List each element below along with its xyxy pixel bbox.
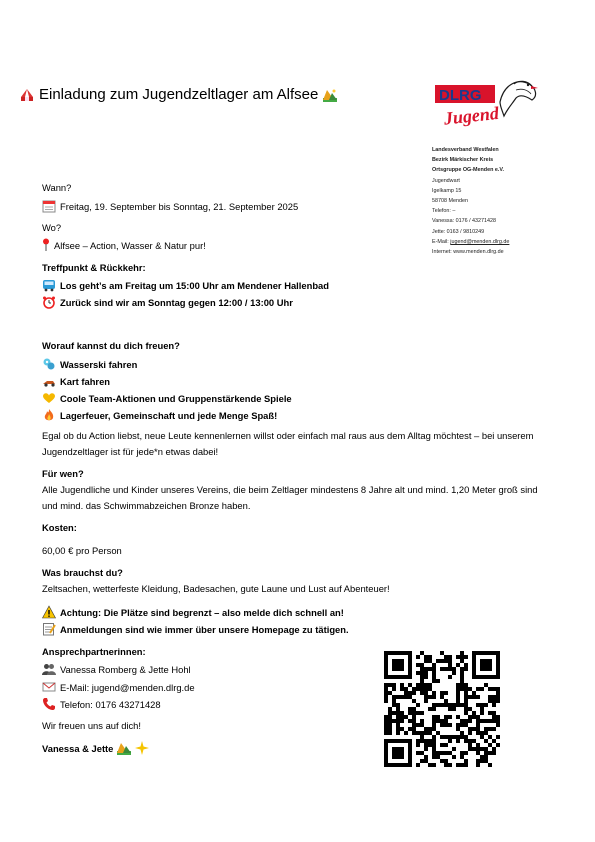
address-line: Ortsgruppe OG-Menden e.V. xyxy=(432,167,504,174)
address-line: Bezirk Märkischer Kreis xyxy=(432,157,494,164)
contact-phone-row xyxy=(42,697,161,711)
needs-heading: Was brauchst du? xyxy=(42,567,123,578)
needs-text: Zeltsachen, wetterfeste Kleidung, Badesachen, gute Laune und Lust auf Abenteuer! xyxy=(42,583,390,594)
register-row xyxy=(42,622,349,636)
lookforward-item-text: Wasserski fahren xyxy=(60,358,138,370)
address-internet: Internet: www.menden.dlrg.de xyxy=(432,249,504,256)
forwhom-heading: Für wen? xyxy=(42,468,84,479)
meeting-depart-row xyxy=(42,278,329,292)
qr-code[interactable] xyxy=(384,651,500,767)
when-heading: Wann? xyxy=(42,182,72,193)
signature-row xyxy=(42,741,149,755)
lookforward-item xyxy=(42,374,110,388)
sparkles-icon xyxy=(135,741,149,755)
yellow-heart-icon xyxy=(42,391,56,405)
address-line: Jette: 0163 / 9810249 xyxy=(432,228,485,235)
envelope-icon xyxy=(42,680,56,694)
contact-email-row xyxy=(42,680,195,694)
meeting-return-row xyxy=(42,295,293,309)
lookforward-item-text: Kart fahren xyxy=(60,375,111,387)
pushpin-icon xyxy=(42,238,50,252)
signature: Vanessa & Jette xyxy=(42,742,114,754)
address-line: Jugendwart xyxy=(432,177,460,184)
page-title-row xyxy=(20,86,337,103)
warning-text: Achtung: Die Plätze sind begrenzt – also melde dich schnell an! xyxy=(60,606,344,618)
lookforward-item xyxy=(42,391,292,405)
costs-heading: Kosten: xyxy=(42,522,77,533)
when-row xyxy=(42,199,298,213)
contact-names-row xyxy=(42,662,191,676)
meeting-depart: Los geht’s am Freitag um 15:00 Uhr am Mendener Hallenbad xyxy=(60,279,329,291)
contact-email[interactable]: E-Mail: jugend@menden.dlrg.de xyxy=(60,681,195,693)
address-email-line: E-Mail: jugend@menden.dlrg.de xyxy=(432,238,510,245)
camping-icon xyxy=(117,741,131,755)
page-title: Einladung zum Jugendzeltlager am Alfsee xyxy=(39,86,319,103)
meeting-heading: Treffpunkt & Rückkehr: xyxy=(42,262,146,273)
address-line: Landesverband Westfalen xyxy=(432,147,499,153)
telephone-icon xyxy=(42,697,56,711)
forwhom-text: Alle Jugendliche und Kinder unseres Vereins, die beim Zeltlager mindestens 8 Jahre alt und mind. 1,20 Meter groß sind und mind. das Schwimmabzeichen Bronze haben. xyxy=(42,484,538,511)
people-icon xyxy=(42,662,56,676)
where-row xyxy=(42,238,206,252)
closing-text: Wir freuen uns auf dich! xyxy=(42,720,142,731)
address-line: Vanessa: 0176 / 43271428 xyxy=(432,218,497,225)
contact-phone: Telefon: 0176 43271428 xyxy=(60,698,161,710)
warning-icon xyxy=(42,605,56,619)
meeting-return: Zurück sind wir am Sonntag gegen 12:00 / 13:00 Uhr xyxy=(60,296,293,308)
circus-tent-icon xyxy=(20,88,34,102)
camping-icon xyxy=(323,88,337,102)
where-text: Alfsee – Action, Wasser & Natur pur! xyxy=(54,239,206,251)
costs-text: 60,00 € pro Person xyxy=(42,545,122,556)
svg-text:Jugend: Jugend xyxy=(442,102,500,129)
water-ski-icon xyxy=(42,357,56,371)
intro-paragraph: Egal ob du Action liebst, neue Leute kennenlernen willst oder einfach mal raus aus dem Alltag möchtest – bei unserem Jugendzeltlager ist für jede*n etwas dabei! xyxy=(42,430,534,457)
lookforward-item xyxy=(42,357,137,371)
address-block xyxy=(432,145,509,257)
kart-icon xyxy=(42,374,56,388)
contact-heading: Ansprechpartnerinnen: xyxy=(42,646,146,657)
address-email-link[interactable]: jugend@menden.dlrg.de xyxy=(450,238,510,245)
svg-text:DLRG: DLRG xyxy=(439,87,482,104)
register-text: Anmeldungen sind wie immer über unsere Homepage zu tätigen. xyxy=(60,623,349,635)
fire-icon xyxy=(42,408,56,422)
where-heading: Wo? xyxy=(42,222,62,233)
alarm-clock-icon xyxy=(42,295,56,309)
lookforward-item xyxy=(42,408,277,422)
address-line: Telefon: – xyxy=(432,208,456,215)
dlrg-jugend-logo xyxy=(434,74,540,132)
lookforward-heading: Worauf kannst du dich freuen? xyxy=(42,340,180,351)
warning-row xyxy=(42,605,344,619)
lookforward-item-text: Coole Team-Aktionen und Gruppenstärkende Spiele xyxy=(60,392,292,404)
bus-icon xyxy=(42,278,56,292)
when-text: Freitag, 19. September bis Sonntag, 21. September 2025 xyxy=(60,200,299,212)
address-line: Igelkamp 15 xyxy=(432,187,462,194)
calendar-icon xyxy=(42,199,56,213)
memo-icon xyxy=(42,622,56,636)
address-line: 58708 Menden xyxy=(432,198,468,205)
contact-names: Vanessa Romberg & Jette Hohl xyxy=(60,663,191,675)
lookforward-item-text: Lagerfeuer, Gemeinschaft und jede Menge Spaß! xyxy=(60,409,278,421)
